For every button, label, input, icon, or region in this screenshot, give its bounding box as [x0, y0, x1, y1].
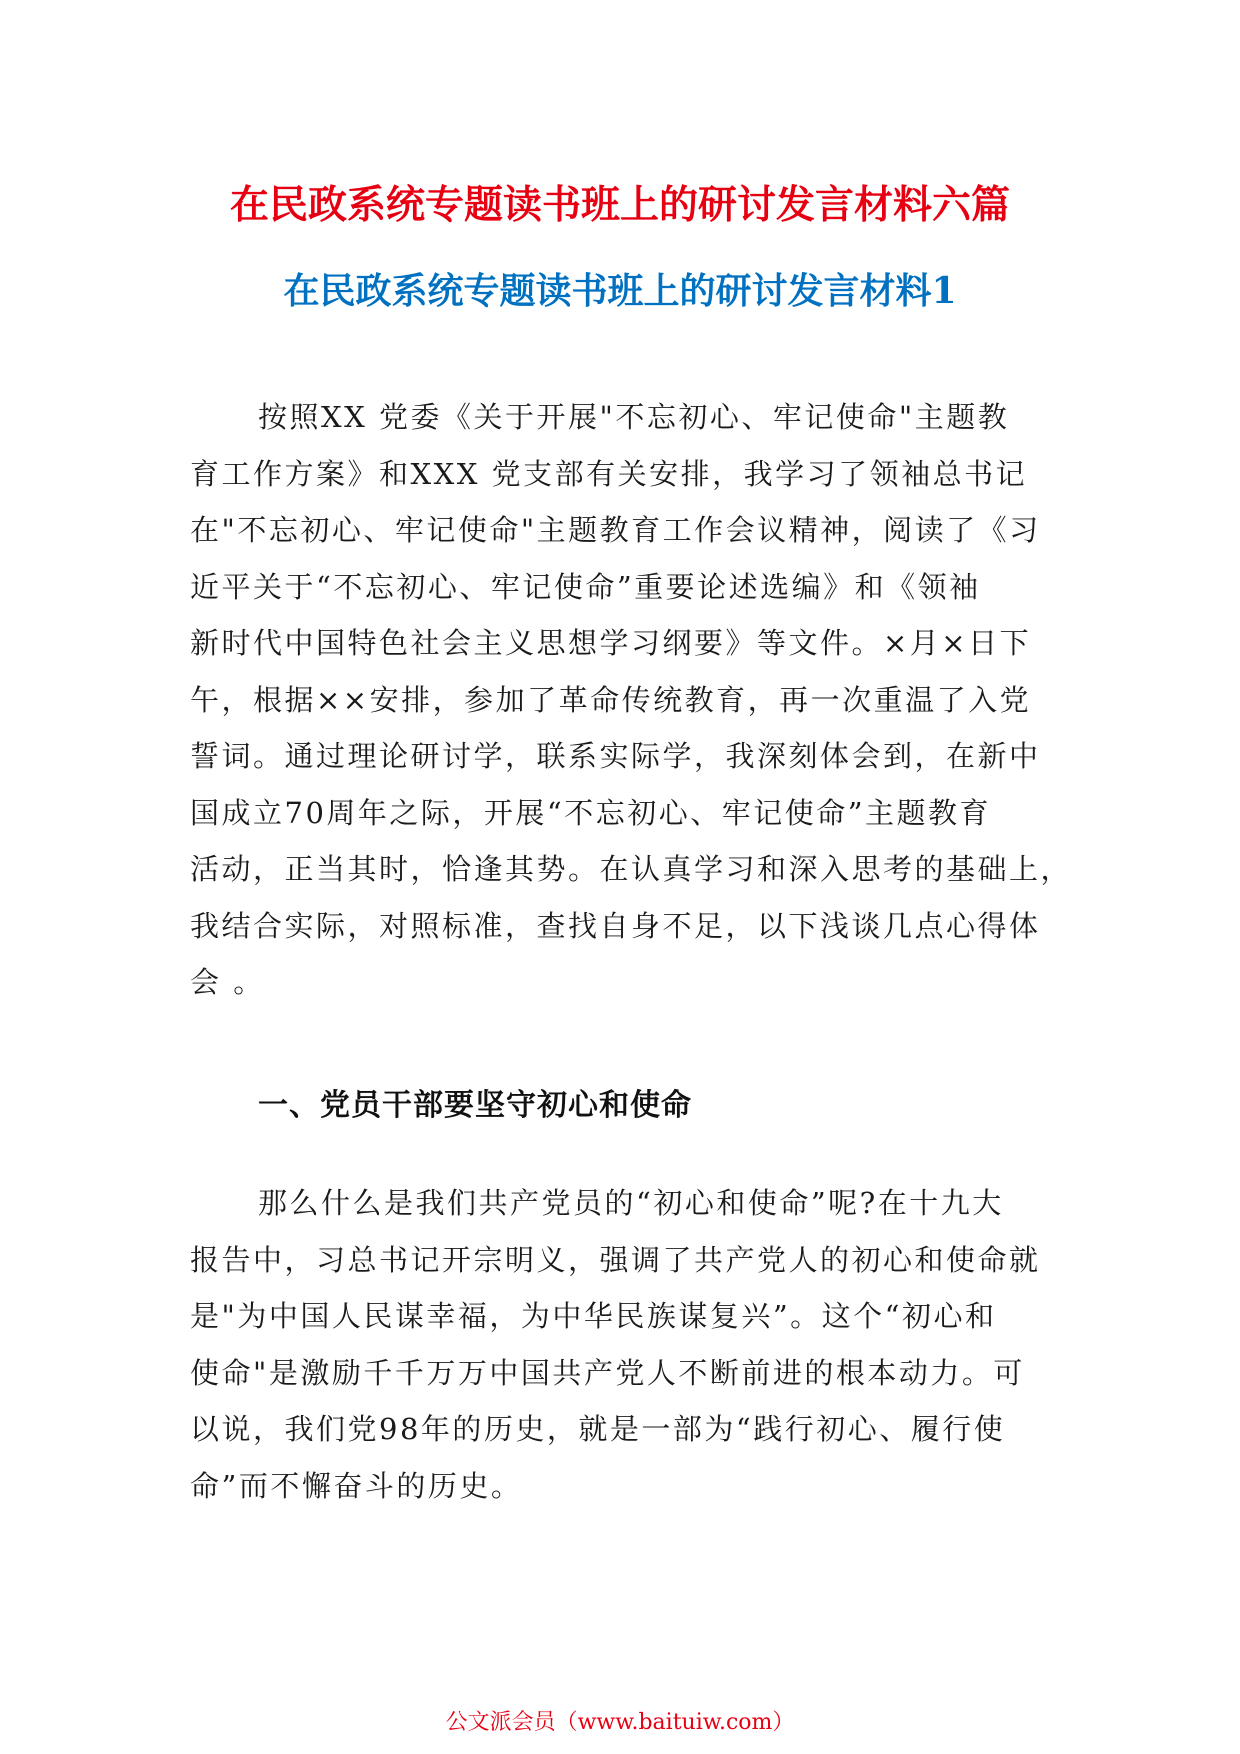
paragraph-line: 以说，我们党98年的历史，就是一部为“践行初心、履行使 [190, 1412, 1006, 1446]
paragraph-line: 午，根据××安排，参加了革命传统教育，再一次重温了入党 [190, 682, 1032, 717]
paragraph-intro [190, 389, 1073, 1011]
paragraph-line: 报告中，习总书记开宗明义，强调了共产党人的初心和使命就 [190, 1242, 1041, 1277]
footer-watermark-link[interactable]: 公文派会员（www.baituiw.com） [445, 1710, 795, 1735]
paragraph-line: 誓词。通过理论研讨学，联系实际学，我深刻体会到，在新中 [190, 739, 1041, 773]
paragraph-line: 命”而不懈奋斗的历史。 [190, 1468, 523, 1503]
paragraph-line: 会 。 [190, 965, 265, 999]
paragraph-line: 是"为中国人民谋幸福，为中华民族谋复兴”。这个“初心和 [190, 1299, 997, 1333]
paragraph-line: 按照XX 党委《关于开展"不忘初心、牢记使命"主题教 [258, 400, 1010, 434]
paragraph-line: 近平关于“不忘初心、牢记使命”重要论述选编》和《领袖 [190, 569, 981, 604]
section-heading-1: 一、党员干部要坚守初心和使命 [258, 1088, 692, 1123]
paragraph-line: 那么什么是我们共产党员的“初心和使命”呢?在十九大 [258, 1186, 1004, 1220]
paragraph-line: 国成立70周年之际，开展“不忘初心、牢记使命”主题教育 [190, 795, 992, 830]
paragraph-line: 在"不忘初心、牢记使命"主题教育工作会议精神，阅读了《习 [190, 513, 1041, 547]
document-subtitle: 在民政系统专题读书班上的研讨发言材料1 [283, 269, 957, 312]
document-title: 在民政系统专题读书班上的研讨发言材料六篇 [229, 182, 1010, 229]
paragraph-line: 活动，正当其时，恰逢其势。在认真学习和深入思考的基础上， [190, 852, 1073, 886]
paragraph-line: 育工作方案》和XXX 党支部有关安排，我学习了领袖总书记 [190, 456, 1028, 491]
paragraph-line: 新时代中国特色社会主义思想学习纲要》等文件。×月×日下 [190, 626, 1032, 660]
paragraph-line: 使命"是激励千千万万中国共产党人不断前进的根本动力。可 [190, 1355, 1025, 1390]
paragraph-line: 我结合实际，对照标准，查找自身不足，以下浅谈几点心得体 [190, 908, 1041, 943]
paragraph-section1 [190, 1175, 1050, 1514]
